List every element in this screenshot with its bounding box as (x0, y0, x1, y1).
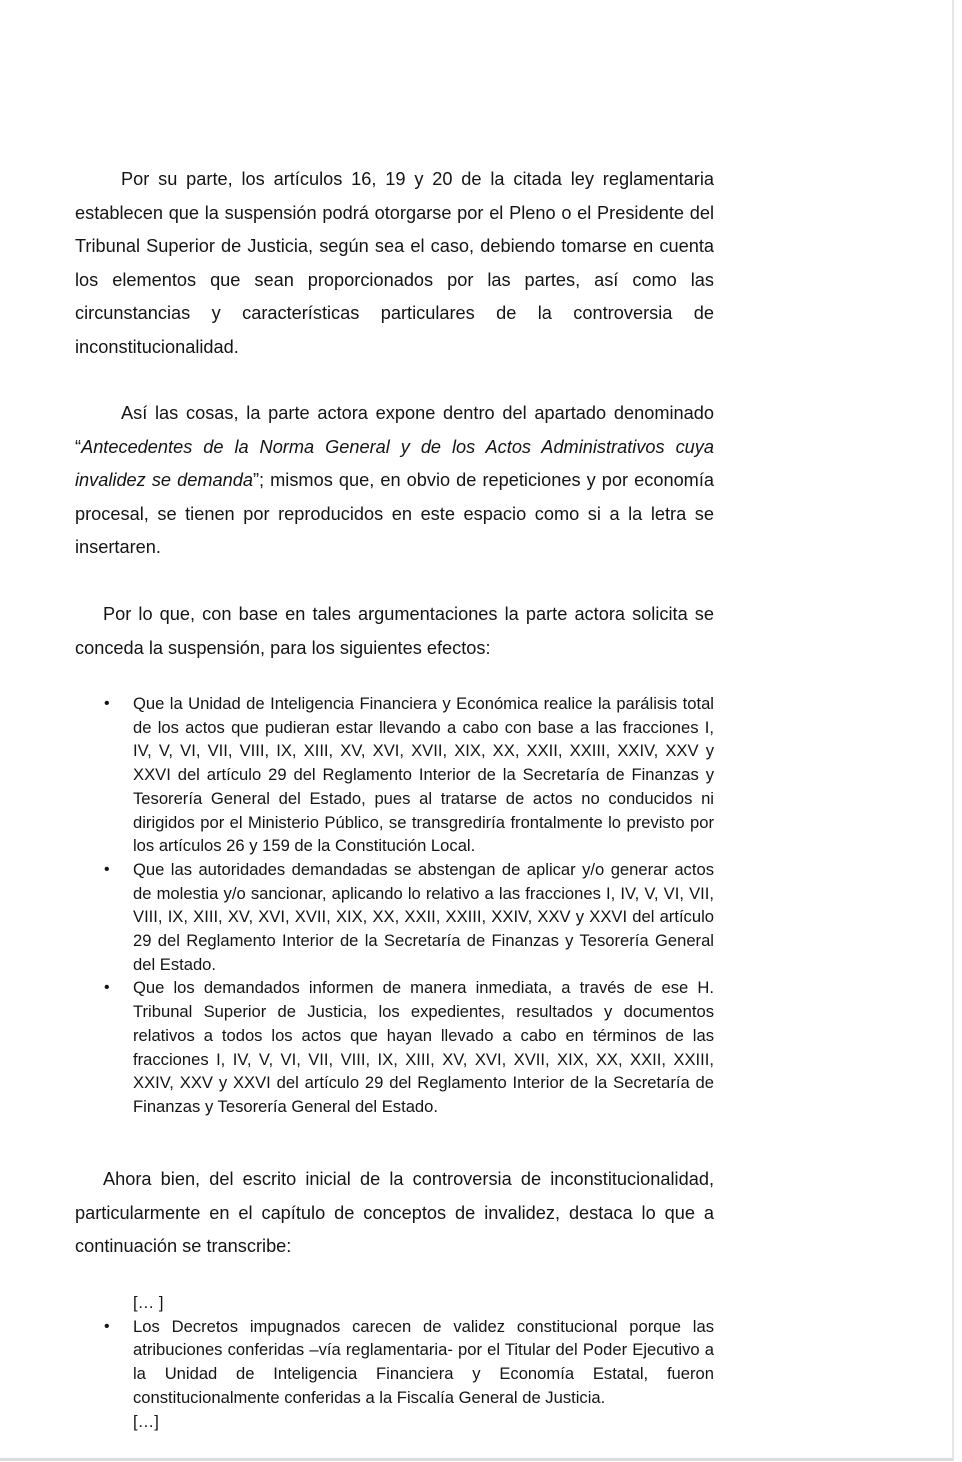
paragraph-solicitud: Por lo que, con base en tales argumentaciones la parte actora solicita se conceda la suspensión, para los siguientes efectos: (75, 604, 714, 658)
paragraph-antecedentes-lead: Así las cosas, la parte actora expone dentro del apartado denominado “ (75, 403, 714, 457)
paragraph-conceptos-invalidez: Ahora bien, del escrito inicial de la controversia de inconstitucionalidad, particularmente en el capítulo de conceptos de invalidez, destaca lo que a continuación se transcribe: (75, 1169, 714, 1257)
closing-ellipsis: […] (133, 1411, 159, 1431)
quote-list (75, 1315, 714, 1410)
bullet-icon: • (104, 1317, 110, 1335)
opening-ellipsis: [… ] (133, 1293, 164, 1312)
list-item (75, 692, 714, 858)
list-item-text: Que la Unidad de Inteligencia Financiera y Económica realice la parálisis total de los actos que pudieran estar llevando a cabo con base a las fracciones I, IV, V, VI, VII, VIII, IX, XIII, XV, XVI, XVII, XIX, XX, XXII, XXIII, XXIV, XXV y XXVI del artículo 29 del Reglamento Interior de la Secretaría de Finanzas y Tesorería General del Estado, pues al tratarse de actos no conducidos ni dirigidos por el Ministerio Público, se transgrediría frontalmente lo previsto por los artículos 26 y 159 de la Constitución Local. (133, 694, 714, 856)
bullet-icon: • (104, 979, 110, 997)
list-item-text: Que los demandados informen de manera inmediata, a través de ese H. Tribunal Superior de Justicia, los expedientes, resultados y documentos relativos a todos los actos que hayan llevado a cabo en términos de las fracciones I, IV, V, VI, VII, VIII, IX, XIII, XV, XVI, XVII, XIX, XX, XXII, XXIII, XXIV, XXV y XXVI del artículo 29 del Reglamento Interior de la Secretaría de Finanzas y Tesorería General del Estado. (133, 978, 714, 1116)
paragraph-antecedentes (75, 397, 714, 565)
paragraph-suspension-articles: Por su parte, los artículos 16, 19 y 20 de la citada ley reglamentaria establecen que la suspensión podrá otorgarse por el Pleno o el Presidente del Tribunal Superior de Justicia, según sea el caso, debiendo tomarse en cuenta los elementos que sean proporcionados por las partes, así como las circunstancias y características particulares de la controversia de inconstitucionalidad. (75, 169, 714, 357)
list-item (75, 976, 714, 1118)
paragraph-antecedentes-tail: ”; mismos que, en obvio de repeticiones y por economía procesal, se tienen por reproducidos en este espacio como si a la letra se insertaren. (75, 470, 714, 558)
effects-list (75, 692, 714, 1119)
quote-item-text: Los Decretos impugnados carecen de validez constitucional porque las atribuciones conferidas –vía reglamentaria- por el Titular del Poder Ejecutivo a la Unidad de Inteligencia Financiera y Economía Estatal, fueron constitucionalmente conferidas a la Fiscalía General de Justicia. (133, 1316, 714, 1407)
bullet-icon: • (104, 695, 110, 712)
bullet-icon: • (104, 860, 110, 878)
list-item (75, 1315, 714, 1410)
quoted-excerpt (75, 1291, 714, 1433)
list-item (75, 858, 714, 977)
list-item-text: Que las autoridades demandadas se abstengan de aplicar y/o generar actos de molestia y/o sancionar, aplicando lo relativo a las fracciones I, IV, V, VI, VII, VIII, IX, XIII, XV, XVI, XVII, XIX, XX, XXII, XXIII, XXIV, XXV y XXVI del artículo 29 del Reglamento Interior de la Secretaría de Finanzas y Tesorería General del Estado. (133, 859, 714, 974)
antecedentes-section-title: Antecedentes de la Norma General y de los Actos Administrativos cuya invalidez se demanda (75, 436, 714, 491)
